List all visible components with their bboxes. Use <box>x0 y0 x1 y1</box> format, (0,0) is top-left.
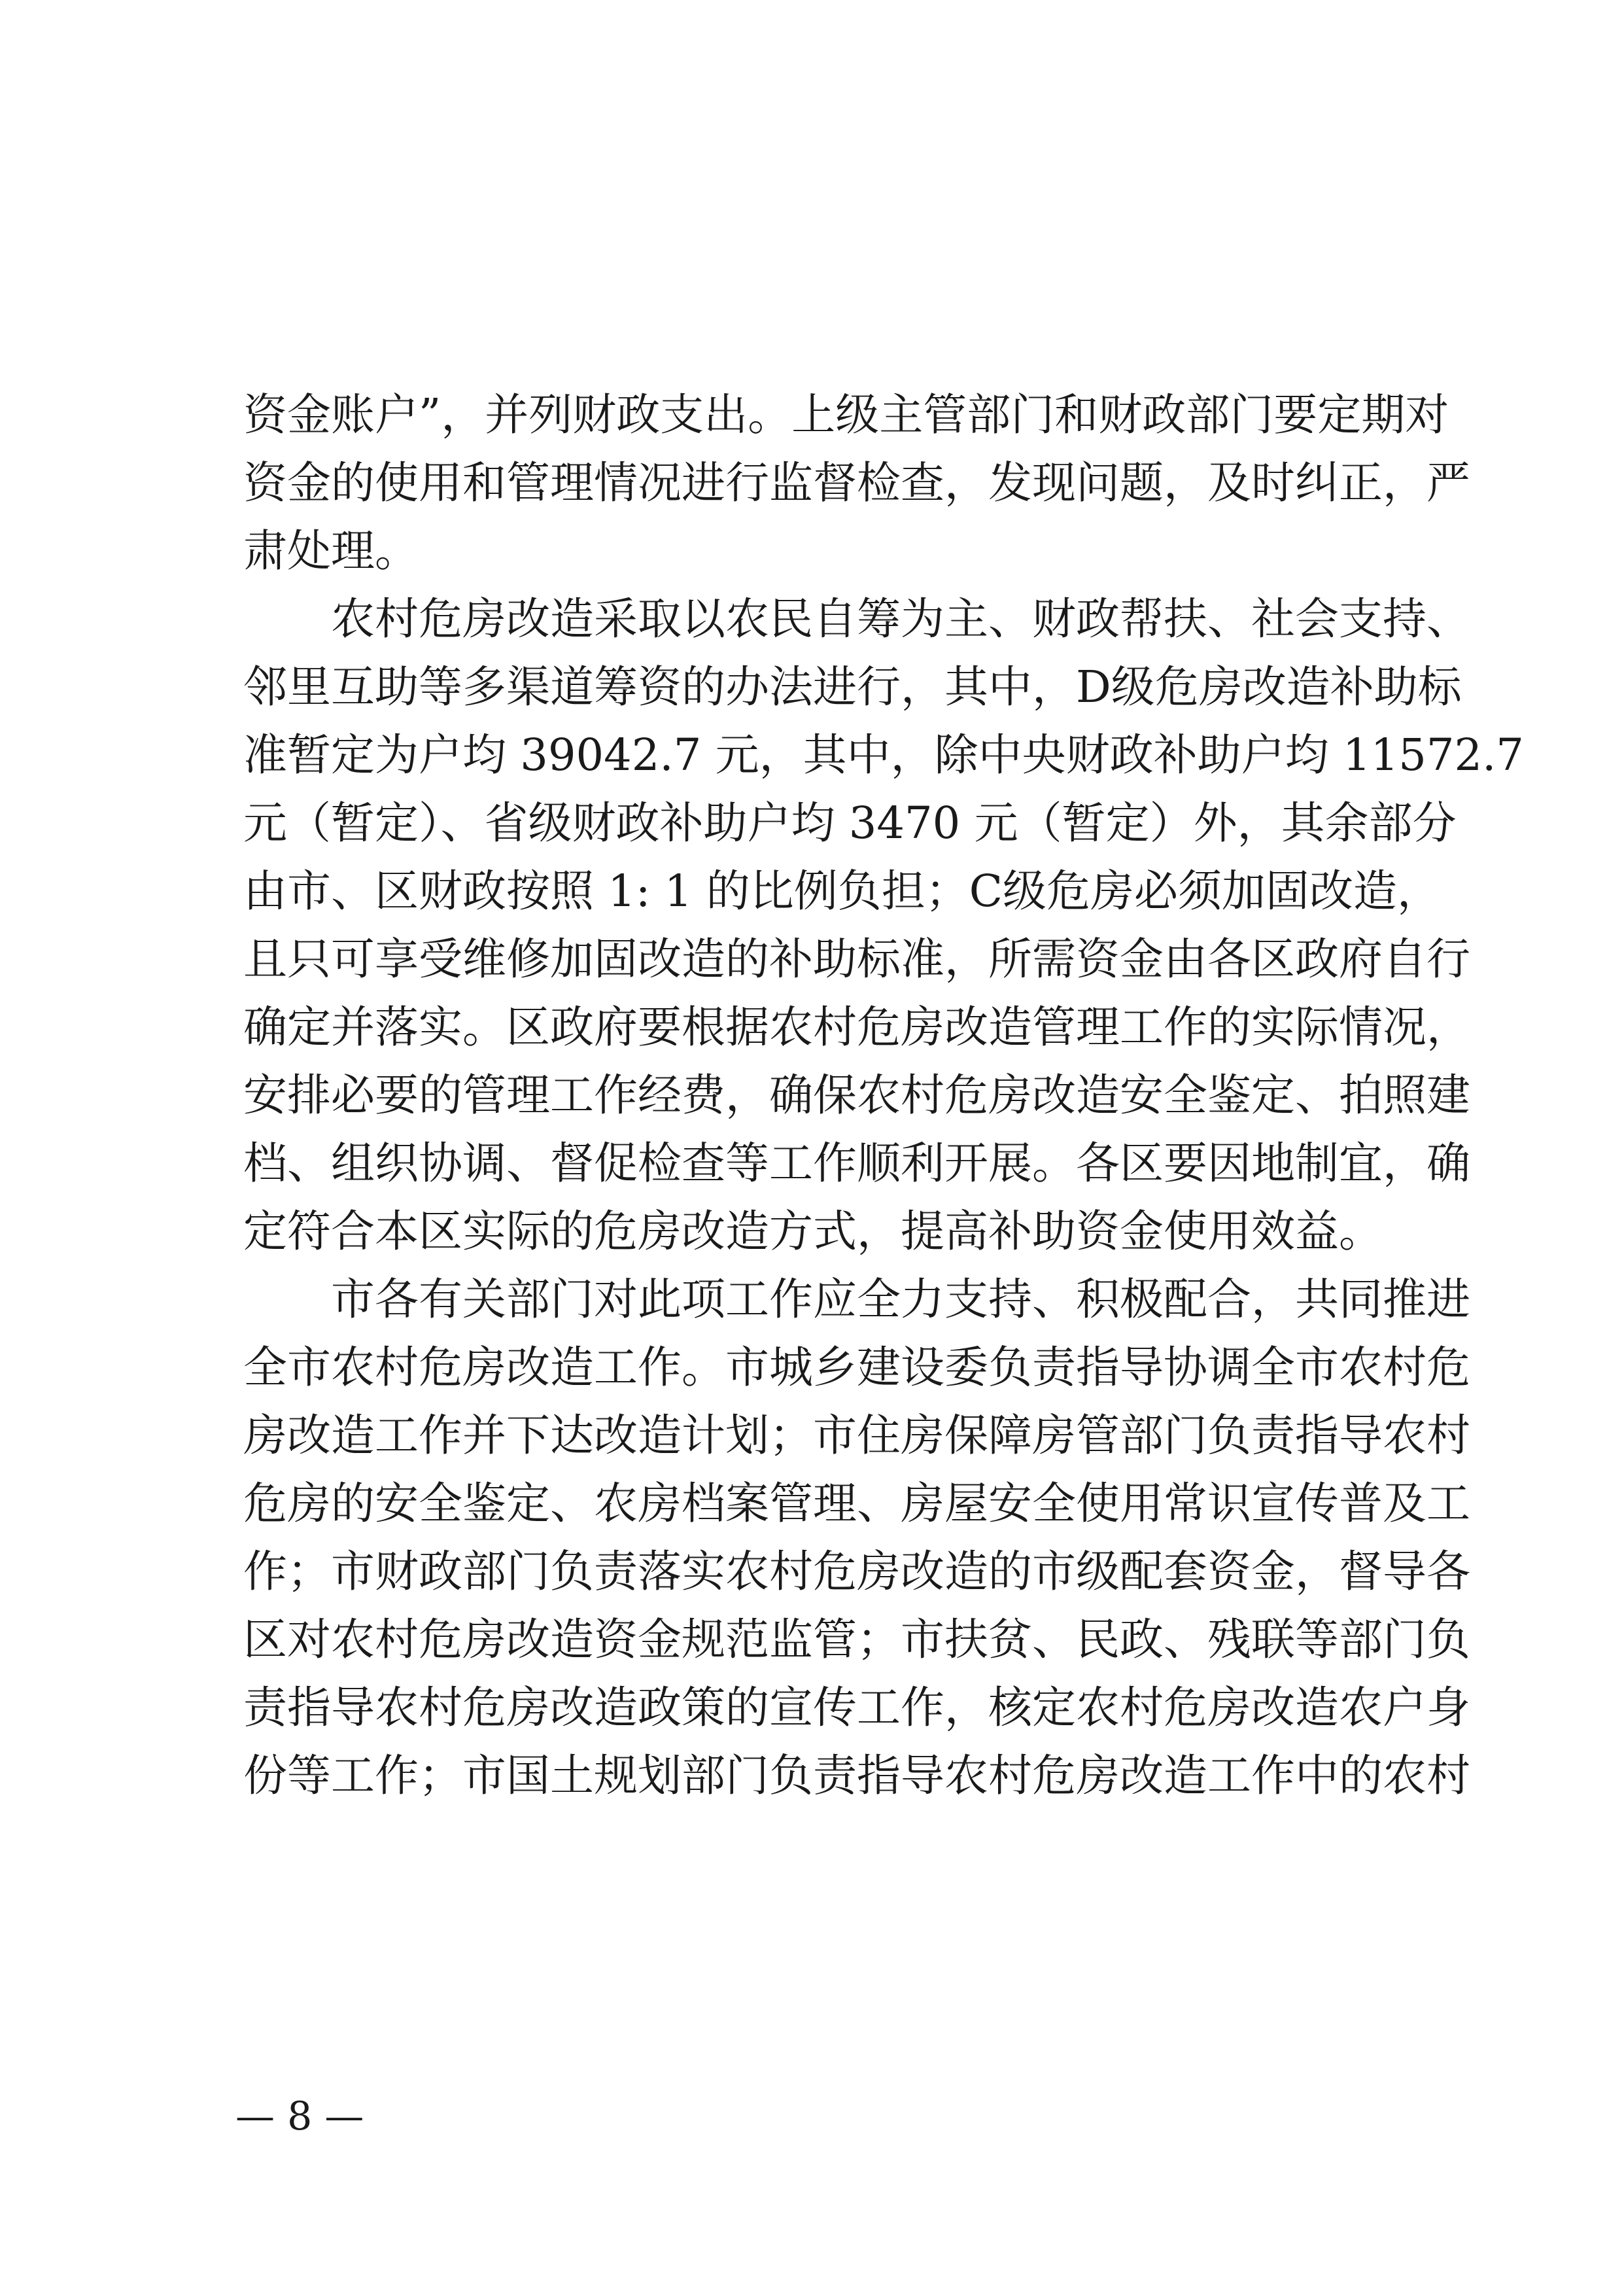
text-line: 资金的使用和管理情况进行监督检查，发现问题，及时纠正，严 <box>243 457 1470 508</box>
text-line: 危房的安全鉴定、农房档案管理、房屋安全使用常识宣传普及工 <box>243 1478 1470 1529</box>
page-number: — 8 — <box>235 2094 364 2139</box>
text-line: 由市、区财政按照 1: 1 的比例负担；C级危房必须加固改造， <box>243 866 1441 917</box>
body-text <box>243 381 1525 1810</box>
text-line: 资金账户”，并列财政支出。上级主管部门和财政部门要定期对 <box>243 389 1449 440</box>
text-line: 定符合本区实际的危房改造方式，提高补助资金使用效益。 <box>243 1206 1383 1257</box>
text-line: 作；市财政部门负责落实农村危房改造的市级配套资金，督导各 <box>243 1546 1470 1597</box>
text-line: 责指导农村危房改造政策的宣传工作，核定农村危房改造农户身 <box>243 1682 1470 1733</box>
text-line: 肃处理。 <box>243 525 419 576</box>
text-line: 安排必要的管理工作经费，确保农村危房改造安全鉴定、拍照建 <box>243 1070 1470 1121</box>
text-line: 全市农村危房改造工作。市城乡建设委负责指导协调全市农村危 <box>243 1342 1470 1393</box>
text-line: 市各有关部门对此项工作应全力支持、积极配合，共同推进 <box>243 1274 1470 1325</box>
text-line: 准暂定为户均 39042.7 元，其中，除中央财政补助户均 11572.7 <box>243 729 1525 780</box>
text-line: 份等工作；市国土规划部门负责指导农村危房改造工作中的农村 <box>243 1750 1470 1801</box>
text-line: 房改造工作并下达改造计划；市住房保障房管部门负责指导农村 <box>243 1410 1470 1461</box>
text-line: 元（暂定）、省级财政补助户均 3470 元（暂定）外，其余部分 <box>243 797 1457 849</box>
text-line: 档、组织协调、督促检查等工作顺利开展。各区要因地制宜，确 <box>243 1138 1470 1189</box>
text-line: 区对农村危房改造资金规范监管；市扶贫、民政、残联等部门负 <box>243 1614 1470 1665</box>
paragraph-1 <box>243 381 1470 585</box>
paragraph-2 <box>243 585 1525 1265</box>
text-line: 确定并落实。区政府要根据农村危房改造管理工作的实际情况， <box>243 1002 1470 1053</box>
text-line: 且只可享受维修加固改造的补助标准，所需资金由各区政府自行 <box>243 934 1470 985</box>
paragraph-3 <box>243 1265 1470 1810</box>
text-line: 农村危房改造采取以农民自筹为主、财政帮扶、社会支持、 <box>243 593 1470 644</box>
text-line: 邻里互助等多渠道筹资的办法进行，其中，D级危房改造补助标 <box>243 661 1462 712</box>
